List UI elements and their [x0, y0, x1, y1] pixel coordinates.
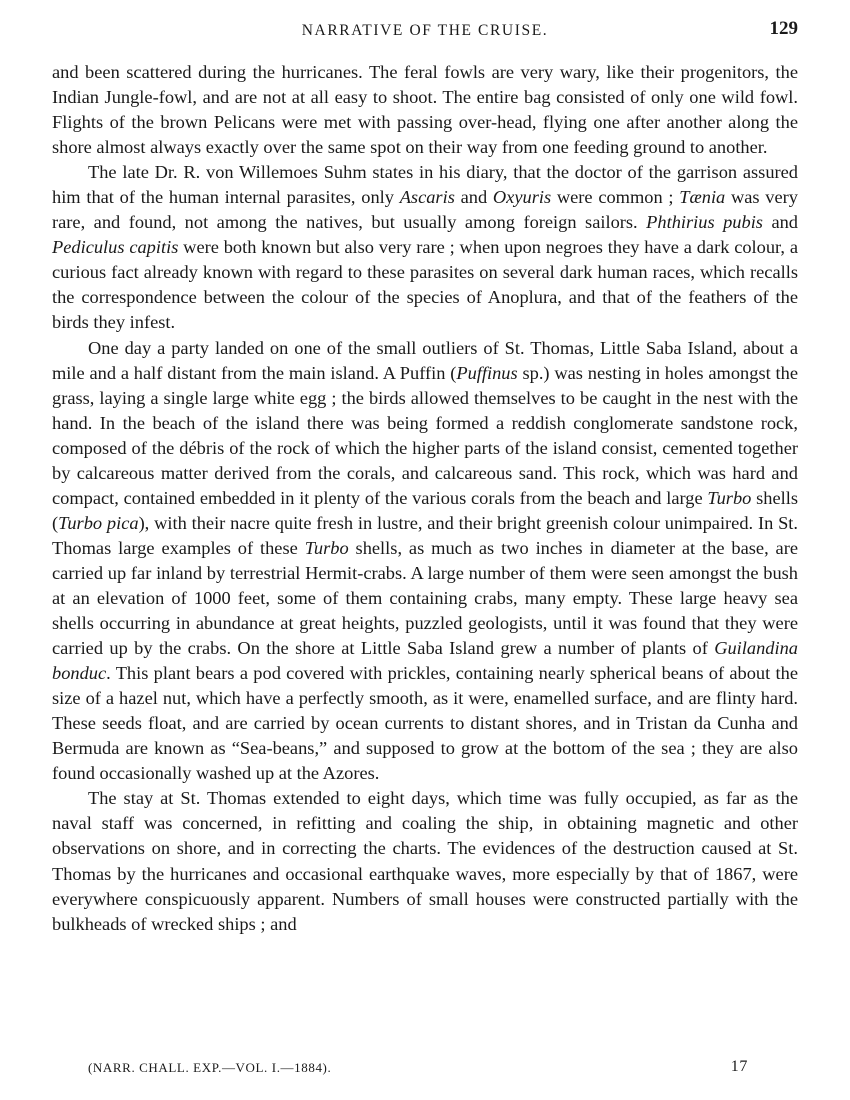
- text-run: shells, as much as two inches in diameter at the base, are carried up far inland by terrestrial Hermit-crabs. A large number of them were seen amongst the bush at an elevation of 1000 feet, some of them containing crabs, many empty. These large heavy sea shells occurring in abundance at great heights, puzzled geologists, until it was found that they were carried up by the crabs. On the shore at Little Saba Island grew a number of plants of: [52, 537, 799, 659]
- text-run: The stay at St. Thomas extended to eight days, which time was fully occupied, as far as the naval staff was concerned, in refitting and coaling the ship, in obtaining magnetic and other observations on shore, and in correcting the charts. The evidences of the destruction caused at St. Thomas by the hurricanes and occasional earthquake waves, more especially by that of 1867, were everywhere conspicuously apparent. Numbers of small houses were constructed partially with the bulkheads of wrecked ships ; and: [52, 788, 798, 934]
- paragraph: [52, 336, 798, 787]
- text-run: were common ;: [551, 187, 680, 208]
- text-run: were both known but also very rare ; when upon negroes they have a dark colour, a curious fact already known with regard to these parasites on several dark human races, which recalls the correspondence between the colour of the species of Anoplura, and that of the feathers of the birds they infest.: [52, 237, 798, 333]
- signature-number: 17: [730, 1058, 748, 1075]
- text-run: and: [762, 212, 799, 233]
- text-run: The late Dr. R. von Willemoes Suhm states in his diary, that the doctor of the garrison assured him that of the human internal parasites, only: [52, 162, 798, 208]
- text-run: shells (: [52, 487, 798, 533]
- text-run: and been scattered during the hurricanes. The feral fowls are very wary, like their progenitors, the Indian Jungle-fowl, and are not at all easy to shoot. The entire bag consisted of only one wild fowl. Flights of the brown Pelicans were met with passing over-head, flying one after another along the shore almost always exactly over the same spot on their way from one feeding ground to another.: [52, 62, 798, 158]
- body-text: [52, 60, 798, 937]
- italic-term: Turbo pica: [58, 512, 139, 533]
- text-run: sp.) was nesting in holes amongst the grass, laying a single large white egg ; the birds allowed themselves to be caught in the nest with the hand. In the beach of the island there was being formed a reddish conglomerate sandstone rock, composed of the débris of the rock of which the higher parts of the island consist, cemented together by calcareous matter derived from the corals, and calcareous sand. This rock, which was hard and compact, contained embedded in it plenty of the various corals from the beach and large: [52, 362, 798, 508]
- text-run: ), with their nacre quite fresh in lustre, and their bright greenish colour unimpaired. In St. Thomas large examples of these: [52, 512, 799, 558]
- text-run: One day a party landed on one of the small outliers of St. Thomas, Little Saba Island, about a mile and a half distant from the main island. A Puffin (: [52, 337, 798, 383]
- paragraph: [52, 786, 798, 936]
- italic-term: Oxyuris: [492, 187, 552, 208]
- text-run: and: [454, 187, 493, 208]
- printer-signature-line: [88, 1058, 748, 1080]
- text-run: was very rare, and found, not among the natives, but usually among foreign sailors.: [52, 187, 798, 233]
- italic-term: Turbo: [304, 537, 349, 558]
- italic-term: Turbo: [707, 487, 752, 508]
- signature-mark: (NARR. CHALL. EXP.—VOL. I.—1884).: [88, 1060, 332, 1075]
- italic-term: Pediculus capitis: [52, 237, 179, 258]
- page-number: 129: [769, 18, 798, 39]
- running-title: NARRATIVE OF THE CRUISE.: [301, 22, 549, 39]
- italic-term: Guilandina bonduc: [52, 638, 798, 684]
- running-head: [52, 18, 798, 46]
- paragraph: [52, 60, 798, 160]
- text-run: . This plant bears a pod covered with prickles, containing nearly spherical beans of about the size of a hazel nut, which have a perfectly smooth, as it were, enamelled surface, and are flinty hard. These seeds float, and are carried by ocean currents to distant shores, and in Tristan da Cunha and Bermuda are known as “Sea-beans,” and supposed to grow at the bottom of the sea ; they are also found occasionally washed up at the Azores.: [52, 663, 798, 784]
- paragraph: [52, 160, 798, 335]
- italic-term: Puffinus: [456, 362, 518, 383]
- italic-term: Ascaris: [399, 187, 455, 208]
- italic-term: Phthirius pubis: [646, 212, 763, 233]
- italic-term: Tænia: [679, 187, 726, 208]
